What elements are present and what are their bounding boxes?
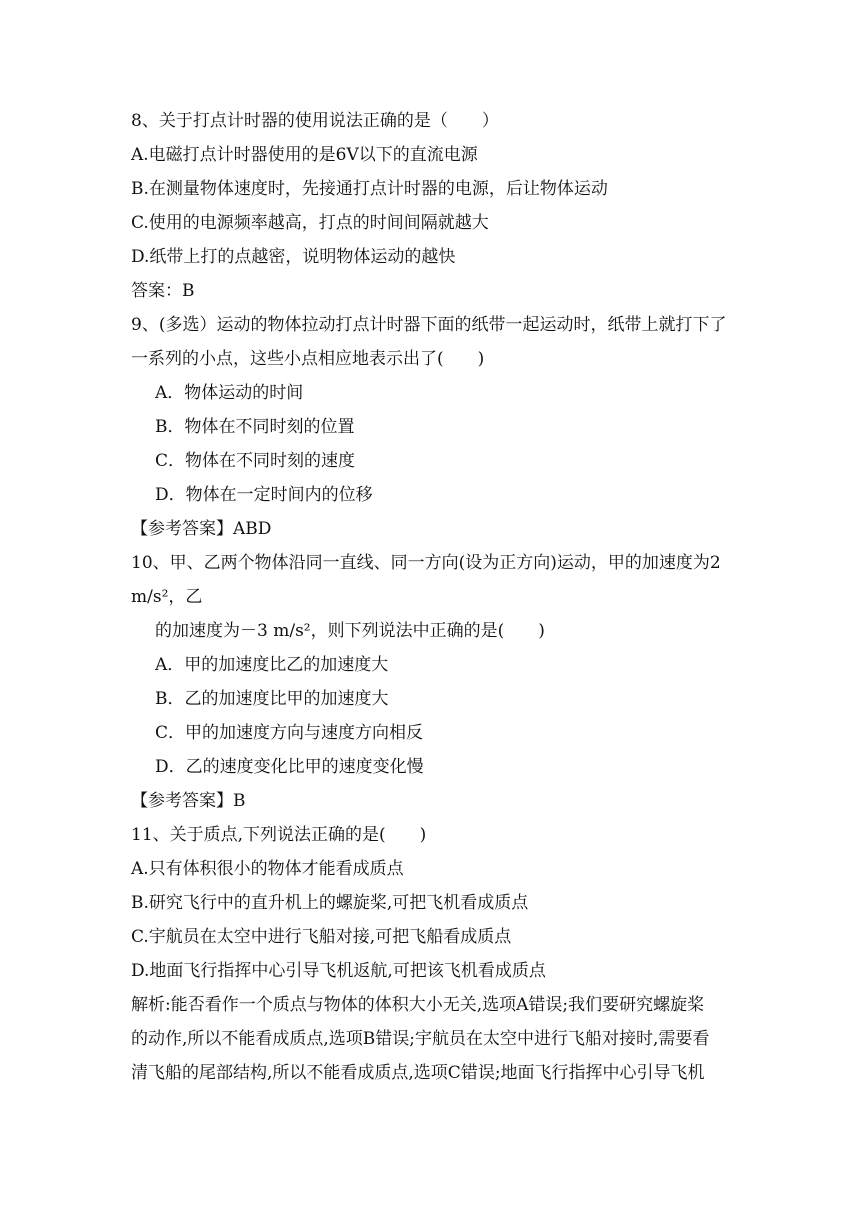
q8-option-d: D.纸带上打的点越密，说明物体运动的越快 [131, 247, 456, 267]
q8-answer: 答案：B [131, 281, 195, 301]
q9-stem-line1: 9、(多选）运动的物体拉动打点计时器下面的纸带一起运动时，纸带上就打下了 [131, 315, 727, 335]
q8-option-b: B.在测量物体速度时，先接通打点计时器的电源，后让物体运动 [131, 179, 608, 199]
q11-stem: 11、关于质点,下列说法正确的是( ) [131, 825, 427, 845]
q8-option-a: A.电磁打点计时器使用的是6V以下的直流电源 [131, 145, 478, 165]
q8-stem: 8、关于打点计时器的使用说法正确的是（ ） [131, 111, 499, 131]
q11-option-c: C.宇航员在太空中进行飞船对接,可把飞船看成质点 [131, 927, 512, 947]
q8-option-c: C.使用的电源频率越高，打点的时间间隔就越大 [131, 213, 489, 233]
q11-option-b: B.研究飞行中的直升机上的螺旋桨,可把飞机看成质点 [131, 893, 529, 913]
q9-option-c: C．物体在不同时刻的速度 [155, 451, 356, 471]
q11-option-a: A.只有体积很小的物体才能看成质点 [131, 859, 404, 879]
q9-option-d: D．物体在一定时间内的位移 [155, 485, 373, 505]
q9-option-a: A．物体运动的时间 [155, 383, 304, 403]
q9-option-b: B．物体在不同时刻的位置 [155, 417, 355, 437]
q10-option-b: B．乙的加速度比甲的加速度大 [155, 689, 389, 709]
q9-stem-line2: 一系列的小点，这些小点相应地表示出了( ) [131, 349, 485, 369]
q10-answer: 【参考答案】B [131, 791, 246, 811]
q10-stem-line1: 10、甲、乙两个物体沿同一直线、同一方向(设为正方向)运动，甲的加速度为2 [131, 553, 721, 573]
q11-analysis-line2: 的动作,所以不能看成质点,选项B错误;宇航员在太空中进行飞船对接时,需要看 [131, 1029, 710, 1049]
q10-option-c: C．甲的加速度方向与速度方向相反 [155, 723, 424, 743]
q9-answer: 【参考答案】ABD [131, 519, 272, 539]
q11-analysis-line3: 清飞船的尾部结构,所以不能看成质点,选项C错误;地面飞行指挥中心引导飞机 [131, 1063, 705, 1083]
q10-option-a: A．甲的加速度比乙的加速度大 [155, 655, 389, 675]
q10-stem-line2: m/s²，乙 [131, 587, 203, 607]
q11-option-d: D.地面飞行指挥中心引导飞机返航,可把该飞机看成质点 [131, 961, 546, 981]
q10-option-d: D．乙的速度变化比甲的速度变化慢 [155, 757, 424, 777]
q10-stem-line3: 的加速度为－3 m/s²，则下列说法中正确的是( ) [155, 621, 545, 641]
q11-analysis-line1: 解析:能否看作一个质点与物体的体积大小无关,选项A错误;我们要研究螺旋桨 [131, 995, 705, 1015]
